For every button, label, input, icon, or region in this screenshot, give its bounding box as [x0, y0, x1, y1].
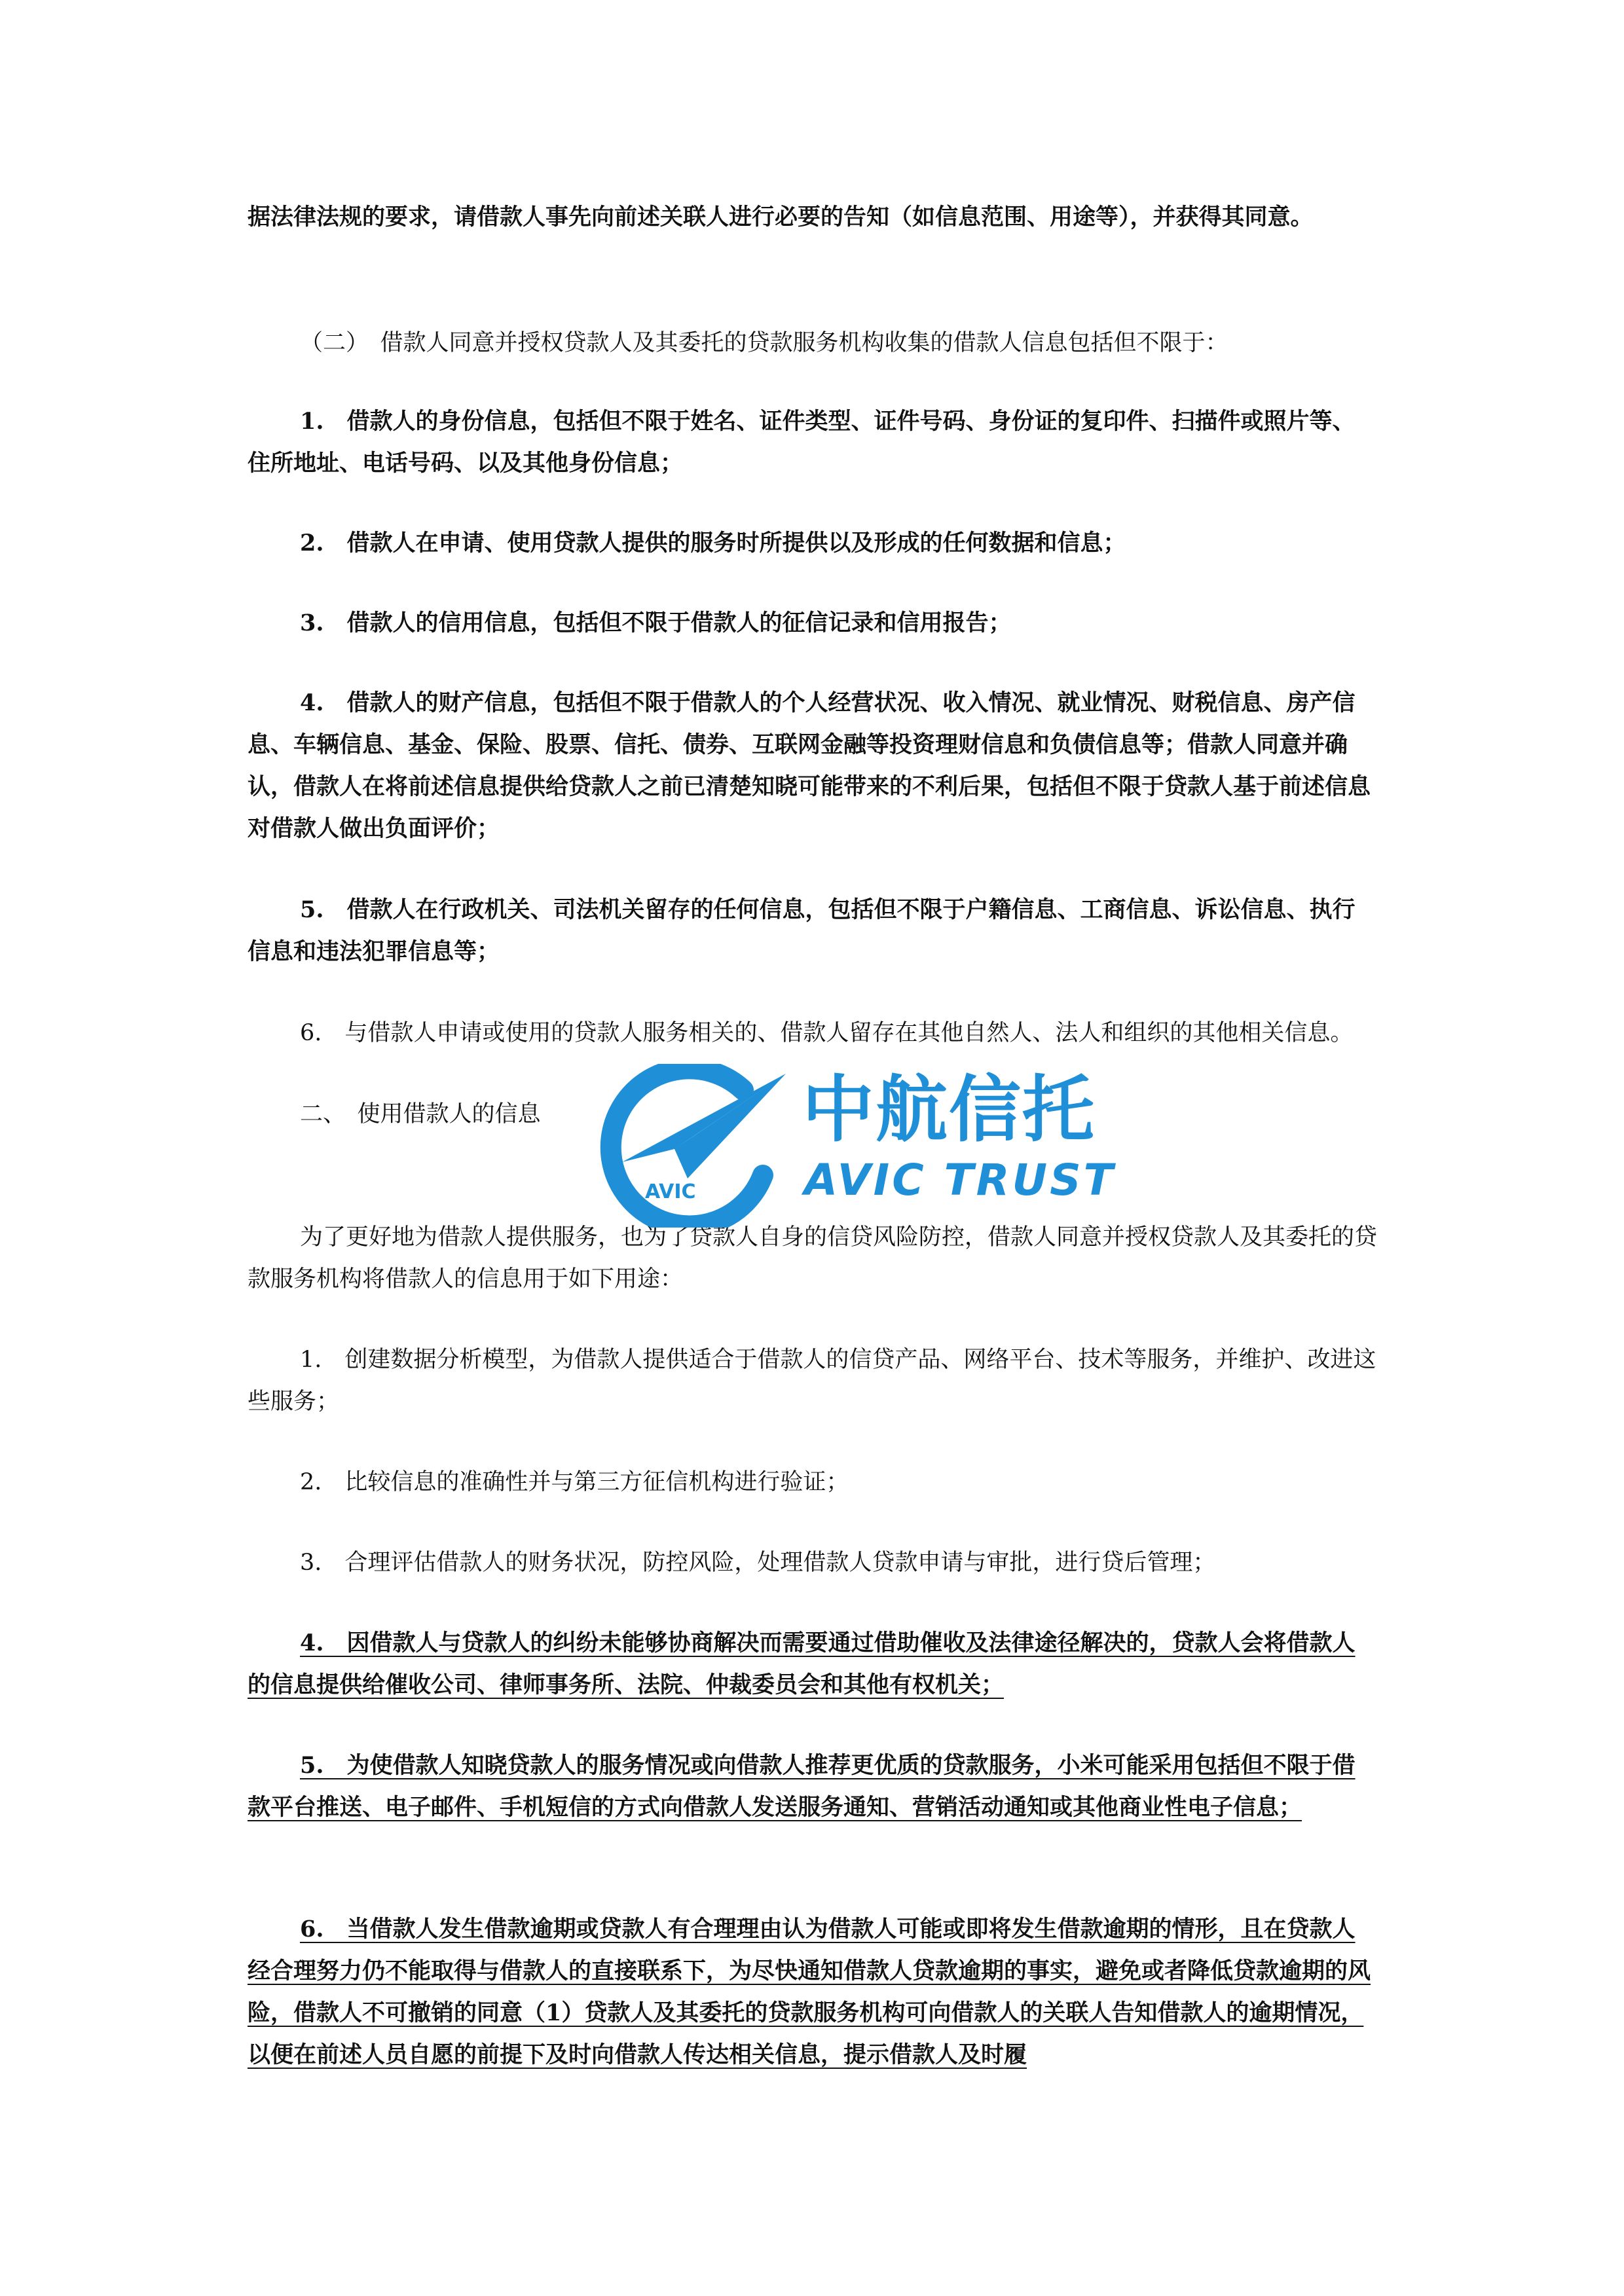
paragraph-item-6-other: 6. 与借款人申请或使用的贷款人服务相关的、借款人留存在其他自然人、法人和组织的其他相关信息。 — [300, 1020, 1354, 1046]
watermark-name-en: AVIC TRUST — [804, 1155, 1116, 1205]
avic-badge-text: AVIC — [645, 1180, 696, 1203]
paragraph-item-5-government: 5. 借款人在行政机关、司法机关留存的任何信息，包括但不限于户籍信息、工商信息、诉讼信息、执行信息和违法犯罪信息等； — [248, 896, 1356, 965]
paragraph-use-6-overdue — [248, 1908, 1377, 2076]
paragraph-section-two-heading: 二、 使用借款人的信息 — [300, 1101, 541, 1127]
underlined-text: 5. 为使借款人知晓贷款人的服务情况或向借款人推荐更优质的贷款服务，小米可能采用包括但不限于借款平台推送、电子邮件、手机短信的方式向借款人发送服务通知、营销活动通知或其他商业性电子信息； — [248, 1752, 1356, 1821]
paragraph-use-2: 2. 比较信息的准确性并与第三方征信机构进行验证； — [300, 1469, 849, 1495]
paragraph-item-4-property: 4. 借款人的财产信息，包括但不限于借款人的个人经营状况、收入情况、就业情况、财税信息、房产信息、车辆信息、基金、保险、股票、信托、债券、互联网金融等投资理财信息和负债信息等；借款人同意并确认，借款人在将前述信息提供给贷款人之前已清楚知晓可能带来的不利后果，包括但不限于贷款人基于前述信息对借款人做出负面评价； — [248, 689, 1371, 842]
paragraph-usage-intro: 为了更好地为借款人提供服务，也为了贷款人自身的信贷风险防控，借款人同意并授权贷款人及其委托的贷款服务机构将借款人的信息用于如下用途： — [248, 1224, 1378, 1292]
watermark-name-cn: 中航信托 — [802, 1068, 1096, 1152]
paragraph-item-3-credit: 3. 借款人的信用信息，包括但不限于借款人的征信记录和信用报告； — [300, 610, 1012, 636]
paragraph-use-4-collection — [248, 1622, 1377, 1706]
paragraph-section-2-heading: （二） 借款人同意并授权贷款人及其委托的贷款服务机构收集的借款人信息包括但不限于： — [300, 330, 1228, 356]
paragraph-use-3: 3. 合理评估借款人的财务状况，防控风险，处理借款人贷款申请与审批，进行贷后管理； — [300, 1550, 1216, 1576]
paragraph-item-1-identity: 1. 借款人的身份信息，包括但不限于姓名、证件类型、证件号码、身份证的复印件、扫描件或照片等、住所地址、电话号码、以及其他身份信息； — [248, 408, 1356, 477]
avic-logo-icon — [576, 1064, 792, 1228]
avic-trust-watermark — [576, 1064, 1116, 1228]
paragraph-use-5-marketing — [248, 1745, 1377, 1829]
underlined-text: 6. 当借款人发生借款逾期或贷款人有合理理由认为借款人可能或即将发生借款逾期的情形，且在贷款人经合理努力仍不能取得与借款人的直接联系下，为尽快通知借款人贷款逾期的事实，避免或者降低贷款逾期的风险，借款人不可撤销的同意（1）贷款人及其委托的贷款服务机构可向借款人的关联人告知借款人的逾期情况，以便在前述人员自愿的前提下及时向借款人传达相关信息，提示借款人及时履 — [248, 1916, 1371, 2068]
paragraph-consent-continuation: 据法律法规的要求，请借款人事先向前述关联人进行必要的告知（如信息范围、用途等），并获得其同意。 — [248, 204, 1314, 230]
paragraph-item-2-usage-data: 2. 借款人在申请、使用贷款人提供的服务时所提供以及形成的任何数据和信息； — [300, 530, 1126, 556]
paragraph-use-1: 1. 创建数据分析模型，为借款人提供适合于借款人的信贷产品、网络平台、技术等服务，并维护、改进这些服务； — [248, 1347, 1376, 1415]
underlined-text: 4. 因借款人与贷款人的纠纷未能够协商解决而需要通过借助催收及法律途径解决的，贷款人会将借款人的信息提供给催收公司、律师事务所、法院、仲裁委员会和其他有权机关； — [248, 1630, 1356, 1698]
